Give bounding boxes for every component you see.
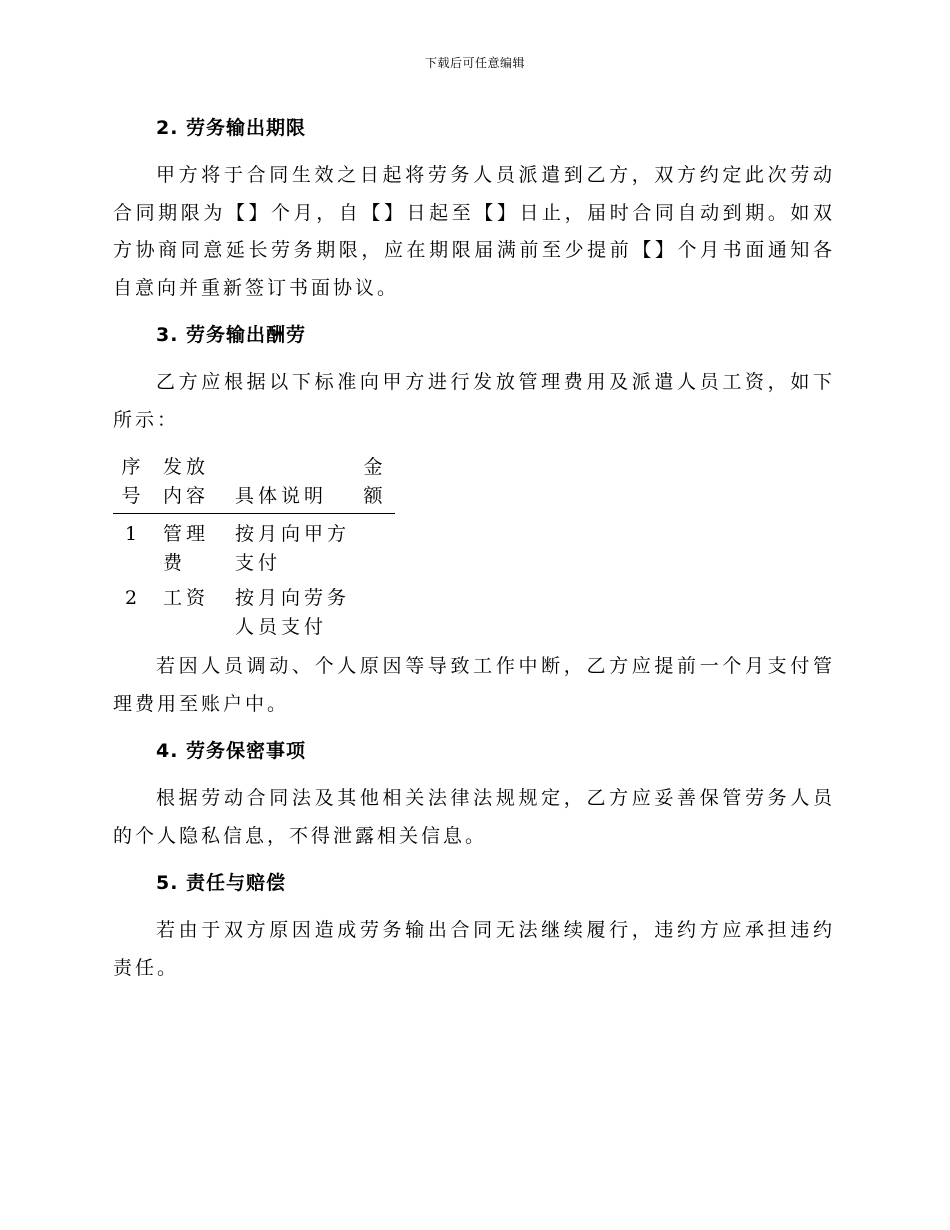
table-header-amount: 金 额 — [355, 453, 395, 514]
table-cell-no: 1 — [124, 523, 142, 545]
section-2-paragraph: 甲方将于合同生效之日起将劳务人员派遣到乙方，双方约定此次劳动合同期限为【】个月，自【】日起至【】日止，届时合同自动到期。如双方协商同意延长劳务期限，应在期限届满前至少提前【】个月书面通知各自意向并重新签订书面协议。 — [113, 164, 835, 299]
document-body — [113, 110, 835, 987]
table-cell-desc: 按月向甲方支付 — [235, 523, 351, 574]
section-2-heading: 2. 劳务输出期限 — [156, 117, 307, 139]
section-5-heading: 5. 责任与赔偿 — [156, 872, 287, 894]
table-cell-item: 管理费 — [163, 523, 210, 574]
section-4-heading: 4. 劳务保密事项 — [156, 740, 307, 762]
section-5-paragraph: 若由于双方原因造成劳务输出合同无法继续履行，违约方应承担违约责任。 — [113, 919, 835, 979]
table-cell-amount — [355, 578, 395, 642]
table-cell-item: 工资 — [163, 587, 210, 609]
table-row — [113, 578, 395, 642]
table-header-row — [113, 453, 395, 514]
table-header-no: 序 号 — [113, 453, 153, 514]
section-3-heading: 3. 劳务输出酬劳 — [156, 324, 307, 346]
section-4-paragraph: 根据劳动合同法及其他相关法律法规规定，乙方应妥善保管劳务人员的个人隐私信息，不得泄露相关信息。 — [113, 787, 835, 847]
section-3-after-table: 若因人员调动、个人原因等导致工作中断，乙方应提前一个月支付管理费用至账户中。 — [113, 655, 835, 715]
page-header: 下载后可任意编辑 — [424, 56, 525, 70]
table-cell-desc: 按月向劳务人员支付 — [235, 587, 351, 638]
table-cell-amount — [355, 514, 395, 579]
table-header-desc: 具体说明 — [229, 453, 355, 514]
table-row — [113, 514, 395, 579]
table-cell-no: 2 — [124, 587, 142, 609]
payment-table — [113, 453, 395, 642]
section-3-paragraph: 乙方应根据以下标准向甲方进行发放管理费用及派遣人员工资，如下所示： — [113, 371, 835, 431]
table-header-item: 发放 内容 — [153, 453, 229, 514]
